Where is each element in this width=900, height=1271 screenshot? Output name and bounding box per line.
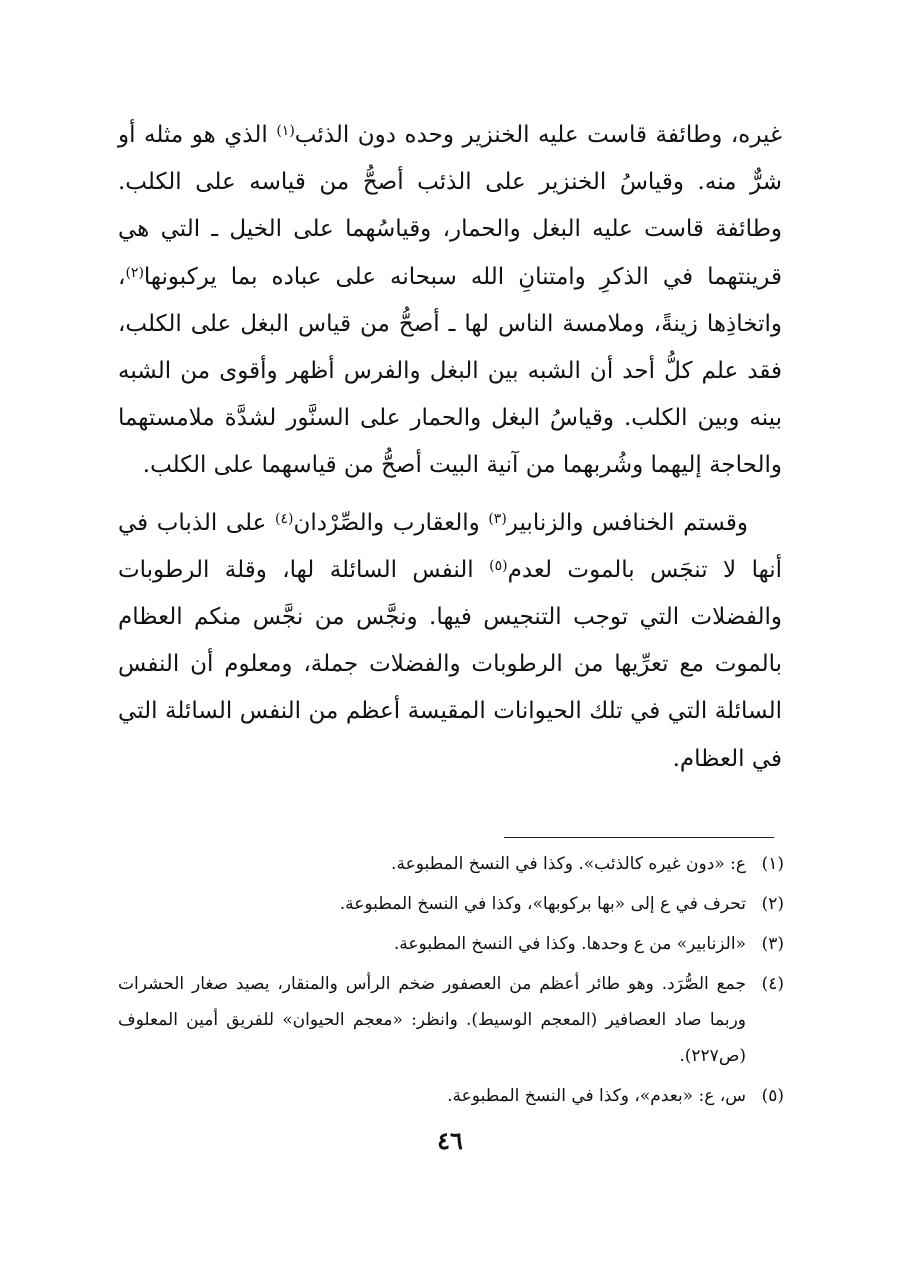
footnote-text: «الزنابير» من ع وحدها. وكذا في النسخ المطبوعة.	[393, 934, 746, 954]
footnote-number: (٥)	[761, 1086, 784, 1106]
paragraph-text: ، واتخاذِها زينةً، وملامسة الناس لها ـ أصحُّ من قياس البغل على الكلب، فقد علم كلُّ أحد أن الشبه بين البغل والفرس أظهر وأقوى من الشبه بينه وبين الكلب. وقياسُ البغل والحمار على السنَّور لشدَّة ملامستهما والحاجة إليهما وشُربهما من آنية البيت أصحُّ من قياسهما على الكلب.	[118, 263, 782, 479]
footnote-number: (١)	[761, 854, 784, 874]
footnote-4	[118, 966, 784, 1074]
footnote-5	[118, 1078, 784, 1114]
footnote-text: تحرف في ع إلى «بها بركوبها»، وكذا في النسخ المطبوعة.	[339, 894, 746, 914]
footnote-1	[118, 846, 784, 882]
paragraph-text: الذي هو مثله أو شرٌّ منه. وقياسُ الخنزير على الذئب أصحُّ من قياسه على الكلب. وطائفة قاست عليه البغل والحمار، وقياسُهما على الخيل ـ التي هي قرينتهما في الذكرِ وامتنانِ الله سبحانه على عباده بما يركبونها	[118, 122, 782, 290]
footnote-3	[118, 926, 784, 962]
paragraph-text: والعقارب والصِّرْدان	[293, 509, 489, 536]
footnote-reference-5[interactable]: (٥)	[489, 557, 508, 574]
footnote-reference-2[interactable]: (٢)	[125, 264, 144, 281]
footnote-reference-3[interactable]: (٣)	[488, 510, 507, 527]
footnote-number: (٤)	[761, 974, 784, 994]
paragraph-text: النفس السائلة لها، وقلة الرطوبات والفضلات التي توجب التنجيس فيها. ونجَّس من نجَّس منكم العظام بالموت مع تعرِّيها من الرطوبات والفضلات جملة، ومعلوم أن النفس السائلة التي في تلك الحيوانات المقيسة أعظم من النفس السائلة التي في العظام.	[118, 556, 782, 772]
footnote-reference-4[interactable]: (٤)	[275, 510, 294, 527]
footnote-reference-1[interactable]: (١)	[276, 123, 295, 139]
paragraph-text: على الذباب في أنها لا تنجَس بالموت لعدم	[118, 509, 782, 583]
paragraph-text: غيره، وطائفة قاست عليه الخنزير وحده دون الذئب	[294, 122, 782, 148]
paragraph-text: وقستم الخنافس والزنابير	[506, 509, 749, 536]
footnotes	[118, 846, 784, 1114]
footnote-number: (٢)	[761, 894, 784, 914]
footnote-number: (٣)	[761, 934, 784, 954]
main-text	[118, 112, 782, 783]
paragraph-1	[118, 112, 782, 490]
footnote-2	[118, 886, 784, 922]
footnote-text: ع: «دون غيره كالذئب». وكذا في النسخ المطبوعة.	[391, 854, 746, 874]
footnote-separator	[504, 837, 774, 838]
footnote-text: س، ع: «بعدم»، وكذا في النسخ المطبوعة.	[447, 1086, 746, 1106]
paragraph-2	[118, 500, 782, 783]
footnote-text: جمع الصُّرَد. وهو طائر أعظم من العصفور ضخم الرأس والمنقار، يصيد صغار الحشرات وربما صاد العصافير (المعجم الوسيط). وانظر: «معجم الحيوان» للفريق أمين المعلوف (ص٢٢٧).	[118, 974, 746, 1066]
page-number: ٤٦	[437, 1126, 463, 1155]
